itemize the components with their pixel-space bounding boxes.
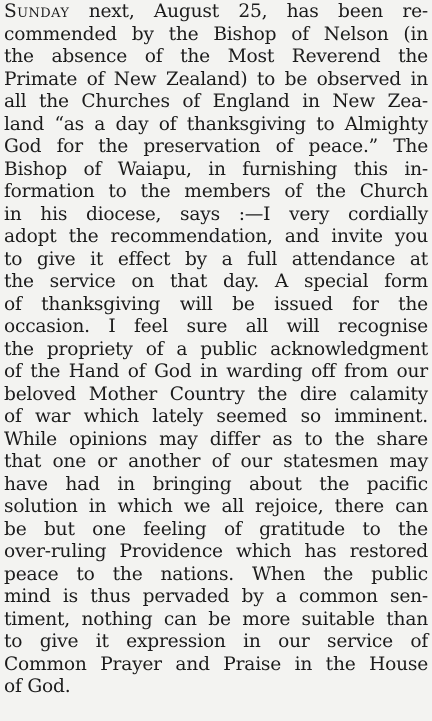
text-line: over-ruling Providence which has restored <box>4 541 428 562</box>
text-line-content: next, August 25, has been re- <box>69 1 428 22</box>
text-line: in his diocese, says :—I very cordially <box>4 203 428 225</box>
text-line: Primate of New Zealand) to be observed in <box>4 68 428 90</box>
text-line: land “as a day of thanksgiving to Almighty <box>4 113 428 135</box>
text-line: God for the preservation of peace.” The <box>4 136 428 157</box>
text-line: Common Prayer and Praise in the House <box>4 653 428 675</box>
text-line: timent, nothing can be more suitable than <box>4 608 428 630</box>
text-line: Bishop of Waiapu, in furnishing this in- <box>4 158 428 180</box>
lead-word: Sunday <box>4 1 70 22</box>
text-line: have had in bringing about the pacific <box>4 473 428 495</box>
text-line: peace to the nations. When the public <box>4 563 428 585</box>
text-line: of war which lately seemed so imminent. <box>4 406 428 427</box>
text-line: of God. <box>4 676 71 697</box>
text-line: the propriety of a public acknowledgment <box>4 338 428 360</box>
text-line: occasion. I feel sure all will recognise <box>4 316 428 337</box>
text-line: solution in which we all rejoice, there can <box>4 496 428 517</box>
text-line: the service on that day. A special form <box>4 271 428 292</box>
text-line: be but one feeling of gratitude to the <box>4 518 428 540</box>
text-line: to give it expression in our service of <box>4 631 428 652</box>
text-line: of thanksgiving will be issued for the <box>4 293 428 315</box>
text-line: the absence of the Most Reverend the <box>4 46 428 67</box>
text-line: of the Hand of God in warding off from our <box>4 361 428 382</box>
text-line <box>4 1 428 24</box>
text-line: While opinions may differ as to the share <box>4 428 428 450</box>
text-line: beloved Mother Country the dire calamity <box>4 383 428 405</box>
text-line: that one or another of our statesmen may <box>4 451 428 472</box>
newspaper-column <box>4 1 428 699</box>
text-line: to give it effect by a full attendance at <box>4 248 428 270</box>
text-line: commended by the Bishop of Nelson (in <box>4 23 428 45</box>
text-line: adopt the recommendation, and invite you <box>4 226 428 247</box>
text-line: all the Churches of England in New Zea- <box>4 91 428 112</box>
text-line: formation to the members of the Church <box>4 181 428 202</box>
text-line: mind is thus pervaded by a common sen- <box>4 586 428 607</box>
